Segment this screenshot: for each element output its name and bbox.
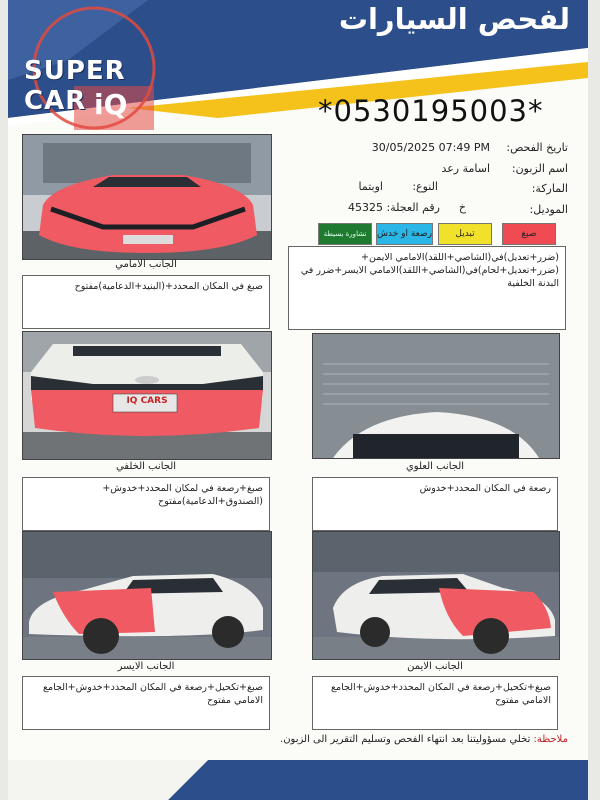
type-label: النوع: [412,180,438,193]
phone-number: *0530195003* [318,94,544,128]
top-description: رصعة في المكان المحدد+خدوش [312,477,558,531]
plate-value: 45325 [348,201,383,214]
customer-label: اسم الزبون: [511,162,568,175]
brand-label: الماركة: [531,182,568,195]
model-label: الموديل: [529,203,568,216]
footer-banner [8,760,588,800]
right-caption: الجانب الايمن [407,661,463,672]
note-text: تخلي مسؤوليتنا بعد انتهاء الفحص وتسليم التقرير الى الزبون. [280,734,531,745]
legend-other: تشاورة بسيطة [318,223,372,245]
rear-caption: الجانب الخلفي [115,461,177,472]
model-value: خ [458,201,466,214]
logo-subtext: iQ [94,88,128,121]
right-description: صبغ+تكحيل+رصعة في المكان المحدد+خدوش+الجامع الامامي مفتوح [312,676,558,730]
right-photo [312,531,560,660]
top-car-image [313,334,559,458]
left-photo [22,531,272,660]
left-description: صبغ+تكحيل+رصعة في المكان المحدد+خدوش+الجامع الامامي مفتوح [22,676,270,730]
date-label: تاريخ الفحص: [506,141,568,154]
front-photo [22,134,272,260]
legend-replace: تبديل [438,223,492,245]
date-value: 30/05/2025 07:49 PM [371,141,490,154]
type-value: اوبتما [358,180,383,193]
rear-plate-text: IQ CARS [126,396,168,406]
plate-label: رقم العجلة: [386,201,440,214]
front-car-image [23,135,271,259]
rear-photo [22,331,272,460]
customer-value: اسامة رعد [441,162,490,175]
legend-paint: صبغ [502,223,556,245]
logo [22,6,172,130]
front-caption: الجانب الامامي [115,259,177,270]
front-description: صبغ في المكان المحدد+(البنيد+الدعامية)مفتوح [22,275,270,329]
logo-text: SUPER CAR [24,56,126,116]
rear-description: صبغ+رصعة في لمكان المحدد+خدوش+(الصندوق+الدعامية)مفتوح [22,477,270,531]
left-caption: الجانب الايسر [117,661,175,672]
top-caption: الجانب العلوي [405,461,465,472]
note-label: ملاحظة: [533,734,568,745]
legend-patch: رصعة او خدش [376,223,433,245]
header-title: لفحص السيارات [338,2,570,36]
left-car-image [23,532,271,659]
report-header [8,0,588,130]
disclaimer-note [280,734,568,745]
right-car-image [313,532,559,659]
chassis-description: (ضرر+تعديل)في(الشاصي+اللقد)الامامي الايمن+(ضرر+تعديل+لحام)في(الشاصي+اللقد)الامامي الايسر+ضرر في البدنة الخلفية [288,246,566,330]
top-photo [312,333,560,459]
inspection-report-sheet [8,0,588,800]
